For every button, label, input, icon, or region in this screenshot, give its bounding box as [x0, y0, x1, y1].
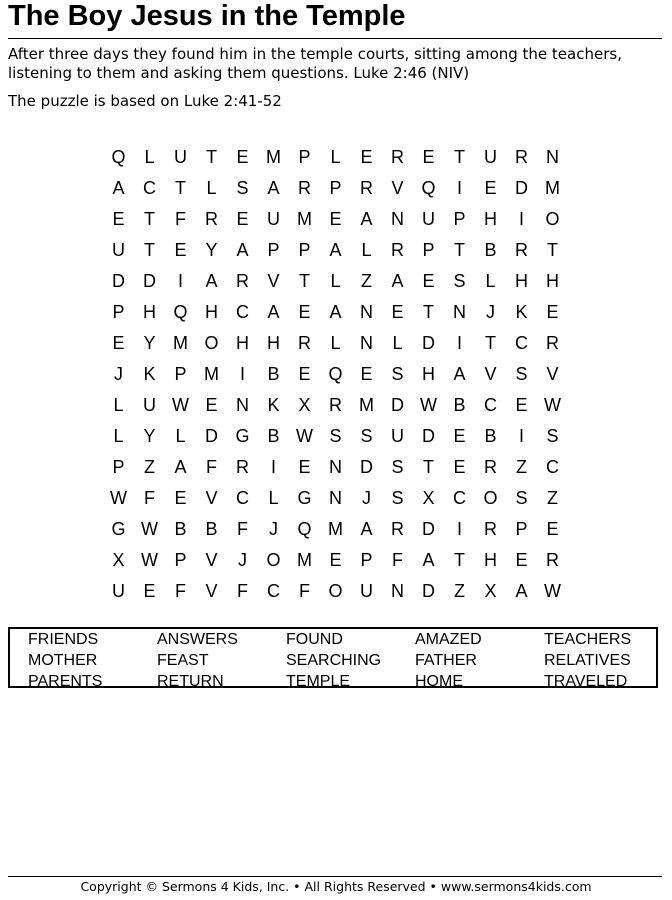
- word-list-item: MOTHER: [28, 652, 98, 669]
- grid-letter[interactable]: E: [329, 209, 342, 229]
- grid-letter[interactable]: R: [484, 519, 497, 539]
- grid-letter[interactable]: V: [484, 364, 497, 384]
- grid-letter[interactable]: U: [267, 209, 280, 229]
- grid-letter[interactable]: U: [484, 147, 497, 167]
- grid-letter[interactable]: P: [174, 364, 187, 384]
- puzzle-basis-note: The puzzle is based on Luke 2:41-52: [8, 92, 282, 110]
- grid-letter[interactable]: A: [267, 178, 280, 198]
- grid-letter[interactable]: N: [391, 209, 404, 229]
- grid-letter[interactable]: M: [545, 178, 560, 198]
- grid-letter[interactable]: Z: [516, 457, 527, 477]
- grid-letter[interactable]: I: [456, 519, 462, 539]
- grid-letter[interactable]: V: [546, 364, 559, 384]
- grid-letter[interactable]: N: [546, 147, 559, 167]
- word-list-item: TRAVELED: [544, 673, 628, 690]
- grid-letter[interactable]: R: [360, 178, 373, 198]
- word-list-item: FEAST: [157, 652, 209, 669]
- grid-letter[interactable]: N: [391, 581, 404, 601]
- grid-letter[interactable]: Y: [143, 333, 156, 353]
- grid-letter[interactable]: S: [391, 488, 404, 508]
- grid-letter[interactable]: J: [486, 302, 495, 322]
- grid-letter[interactable]: C: [267, 581, 280, 601]
- grid-letter[interactable]: Q: [297, 519, 312, 539]
- grid-letter[interactable]: E: [174, 488, 187, 508]
- grid-letter[interactable]: L: [330, 271, 341, 291]
- grid-letter[interactable]: W: [141, 519, 158, 539]
- grid-letter[interactable]: J: [269, 519, 278, 539]
- word-list-item: RETURN: [157, 673, 224, 690]
- grid-letter[interactable]: E: [546, 302, 559, 322]
- grid-letter[interactable]: L: [206, 178, 217, 198]
- grid-letter[interactable]: E: [515, 395, 528, 415]
- grid-letter[interactable]: D: [143, 271, 156, 291]
- grid-letter[interactable]: P: [267, 240, 280, 260]
- grid-letter[interactable]: E: [546, 519, 559, 539]
- word-list-item: TEMPLE: [286, 673, 351, 690]
- grid-letter[interactable]: G: [235, 426, 250, 446]
- grid-letter[interactable]: Z: [361, 271, 372, 291]
- grid-letter[interactable]: B: [205, 519, 218, 539]
- grid-letter[interactable]: R: [546, 333, 559, 353]
- grid-letter[interactable]: S: [236, 178, 249, 198]
- grid-letter[interactable]: F: [392, 550, 403, 570]
- grid-letter[interactable]: E: [143, 581, 156, 601]
- grid-letter[interactable]: C: [236, 488, 249, 508]
- grid-letter[interactable]: V: [205, 581, 218, 601]
- grid-letter[interactable]: Q: [328, 364, 343, 384]
- grid-letter[interactable]: S: [453, 271, 466, 291]
- grid-letter[interactable]: Z: [547, 488, 558, 508]
- grid-letter[interactable]: K: [143, 364, 156, 384]
- grid-letter[interactable]: L: [392, 333, 403, 353]
- grid-letter[interactable]: J: [114, 364, 123, 384]
- grid-letter[interactable]: G: [111, 519, 126, 539]
- grid-letter[interactable]: H: [484, 550, 497, 570]
- grid-letter[interactable]: A: [515, 581, 528, 601]
- grid-letter[interactable]: L: [485, 271, 496, 291]
- grid-letter[interactable]: A: [112, 178, 125, 198]
- grid-letter[interactable]: W: [544, 581, 561, 601]
- grid-letter[interactable]: P: [329, 178, 342, 198]
- word-search-grid[interactable]: [103, 142, 568, 607]
- grid-letter[interactable]: E: [298, 302, 311, 322]
- word-list-item: SEARCHING: [286, 652, 382, 669]
- grid-letter[interactable]: D: [422, 581, 435, 601]
- grid-letter[interactable]: T: [175, 178, 186, 198]
- grid-letter[interactable]: S: [360, 426, 373, 446]
- grid-letter[interactable]: C: [453, 488, 466, 508]
- grid-letter[interactable]: P: [298, 240, 311, 260]
- grid-letter[interactable]: F: [299, 581, 310, 601]
- grid-letter[interactable]: R: [236, 457, 249, 477]
- grid-letter[interactable]: Z: [144, 457, 155, 477]
- grid-letter[interactable]: U: [143, 395, 156, 415]
- grid-letter[interactable]: D: [205, 426, 218, 446]
- grid-letter[interactable]: H: [267, 333, 280, 353]
- grid-letter[interactable]: I: [270, 457, 276, 477]
- grid-letter[interactable]: V: [205, 488, 218, 508]
- grid-letter[interactable]: U: [391, 426, 404, 446]
- word-list-item: FRIENDS: [28, 631, 99, 648]
- grid-letter[interactable]: D: [112, 271, 125, 291]
- grid-letter[interactable]: E: [360, 147, 373, 167]
- grid-letter[interactable]: Q: [173, 302, 188, 322]
- grid-letter[interactable]: E: [453, 457, 466, 477]
- grid-letter[interactable]: A: [422, 550, 435, 570]
- grid-letter[interactable]: C: [546, 457, 559, 477]
- grid-letter[interactable]: T: [547, 240, 558, 260]
- copyright-footer: Copyright © Sermons 4 Kids, Inc. • All Rights Reserved • www.sermons4kids.com: [80, 879, 592, 894]
- word-list-item: AMAZED: [415, 631, 482, 648]
- grid-letter[interactable]: M: [266, 147, 281, 167]
- grid-letter[interactable]: A: [205, 271, 218, 291]
- grid-letter[interactable]: M: [359, 395, 374, 415]
- grid-letter[interactable]: Y: [143, 426, 156, 446]
- grid-letter[interactable]: C: [236, 302, 249, 322]
- grid-letter[interactable]: W: [172, 395, 189, 415]
- grid-letter[interactable]: D: [391, 395, 404, 415]
- grid-letter[interactable]: T: [144, 240, 155, 260]
- grid-letter[interactable]: B: [174, 519, 187, 539]
- grid-letter[interactable]: E: [298, 457, 311, 477]
- grid-letter[interactable]: C: [484, 395, 497, 415]
- grid-letter[interactable]: Y: [205, 240, 218, 260]
- grid-letter[interactable]: H: [205, 302, 218, 322]
- grid-letter[interactable]: F: [175, 581, 186, 601]
- grid-letter[interactable]: S: [391, 457, 404, 477]
- grid-letter[interactable]: T: [454, 550, 465, 570]
- grid-letter[interactable]: I: [239, 364, 245, 384]
- grid-letter[interactable]: N: [329, 457, 342, 477]
- grid-letter[interactable]: U: [112, 581, 125, 601]
- grid-letter[interactable]: P: [112, 302, 125, 322]
- grid-letter[interactable]: N: [453, 302, 466, 322]
- word-list-item: RELATIVES: [544, 652, 631, 669]
- grid-letter[interactable]: V: [267, 271, 280, 291]
- grid-letter[interactable]: E: [360, 364, 373, 384]
- grid-letter[interactable]: L: [268, 488, 279, 508]
- grid-letter[interactable]: X: [298, 395, 311, 415]
- grid-letter[interactable]: B: [267, 364, 280, 384]
- grid-letter[interactable]: S: [329, 426, 342, 446]
- grid-letter[interactable]: F: [144, 488, 155, 508]
- grid-letter[interactable]: L: [113, 426, 124, 446]
- grid-letter[interactable]: L: [175, 426, 186, 446]
- grid-letter[interactable]: F: [237, 581, 248, 601]
- grid-letter[interactable]: C: [143, 178, 156, 198]
- grid-letter[interactable]: T: [299, 271, 310, 291]
- grid-letter[interactable]: O: [328, 581, 343, 601]
- grid-letter[interactable]: E: [391, 302, 404, 322]
- title-divider: [8, 38, 662, 39]
- grid-letter[interactable]: R: [546, 550, 559, 570]
- grid-letter[interactable]: R: [329, 395, 342, 415]
- grid-letter[interactable]: H: [515, 271, 528, 291]
- grid-letter[interactable]: A: [329, 302, 342, 322]
- grid-letter[interactable]: N: [236, 395, 249, 415]
- page-title: The Boy Jesus in the Temple: [8, 0, 406, 32]
- grid-letter[interactable]: A: [360, 519, 373, 539]
- grid-letter[interactable]: E: [236, 209, 249, 229]
- grid-letter[interactable]: N: [360, 302, 373, 322]
- grid-letter[interactable]: D: [360, 457, 373, 477]
- grid-letter[interactable]: U: [174, 147, 187, 167]
- grid-letter[interactable]: R: [391, 240, 404, 260]
- grid-letter[interactable]: N: [329, 488, 342, 508]
- grid-letter[interactable]: E: [422, 147, 435, 167]
- grid-letter[interactable]: I: [456, 178, 462, 198]
- grid-letter[interactable]: D: [422, 519, 435, 539]
- grid-letter[interactable]: B: [267, 426, 280, 446]
- grid-letter[interactable]: H: [546, 271, 559, 291]
- grid-letter[interactable]: E: [453, 426, 466, 446]
- grid-letter[interactable]: A: [174, 457, 187, 477]
- grid-letter[interactable]: M: [204, 364, 219, 384]
- scripture-verse: After three days they found him in the temple courts, sitting among the teachers, listening to them and asking them questions. Luke 2:46 (NIV): [8, 45, 622, 82]
- grid-letter[interactable]: T: [144, 209, 155, 229]
- grid-letter[interactable]: Q: [111, 147, 126, 167]
- grid-letter[interactable]: T: [423, 302, 434, 322]
- grid-letter[interactable]: I: [518, 209, 524, 229]
- grid-letter[interactable]: N: [360, 333, 373, 353]
- grid-letter[interactable]: R: [515, 147, 528, 167]
- grid-letter[interactable]: A: [267, 302, 280, 322]
- grid-letter[interactable]: O: [545, 209, 560, 229]
- grid-letter[interactable]: F: [206, 457, 217, 477]
- word-list-item: HOME: [415, 673, 463, 690]
- grid-letter[interactable]: U: [112, 240, 125, 260]
- grid-letter[interactable]: T: [454, 147, 465, 167]
- grid-letter[interactable]: I: [518, 426, 524, 446]
- word-list-box: [8, 627, 658, 688]
- grid-letter[interactable]: S: [546, 426, 559, 446]
- grid-letter[interactable]: M: [328, 519, 343, 539]
- grid-letter[interactable]: T: [206, 147, 217, 167]
- grid-letter[interactable]: Q: [421, 178, 436, 198]
- grid-letter[interactable]: T: [454, 240, 465, 260]
- grid-letter[interactable]: I: [177, 271, 183, 291]
- grid-letter[interactable]: E: [515, 550, 528, 570]
- grid-letter[interactable]: E: [236, 147, 249, 167]
- grid-letter[interactable]: R: [205, 209, 218, 229]
- grid-letter[interactable]: P: [174, 550, 187, 570]
- grid-letter[interactable]: D: [422, 333, 435, 353]
- word-list-item: FATHER: [415, 652, 477, 669]
- grid-letter[interactable]: W: [110, 488, 127, 508]
- grid-letter[interactable]: F: [175, 209, 186, 229]
- grid-letter[interactable]: B: [484, 240, 497, 260]
- grid-letter[interactable]: J: [362, 488, 371, 508]
- grid-letter[interactable]: W: [141, 550, 158, 570]
- grid-letter[interactable]: R: [484, 457, 497, 477]
- grid-letter[interactable]: I: [456, 333, 462, 353]
- grid-letter[interactable]: S: [515, 488, 528, 508]
- grid-letter[interactable]: W: [420, 395, 437, 415]
- grid-letter[interactable]: P: [453, 209, 466, 229]
- grid-letter[interactable]: H: [143, 302, 156, 322]
- grid-letter[interactable]: P: [515, 519, 528, 539]
- grid-letter[interactable]: S: [391, 364, 404, 384]
- grid-letter[interactable]: F: [237, 519, 248, 539]
- grid-letter[interactable]: X: [484, 581, 497, 601]
- grid-letter[interactable]: W: [296, 426, 313, 446]
- grid-letter[interactable]: C: [515, 333, 528, 353]
- grid-letter[interactable]: J: [238, 550, 247, 570]
- grid-letter[interactable]: D: [422, 426, 435, 446]
- grid-letter[interactable]: P: [360, 550, 373, 570]
- grid-letter[interactable]: R: [515, 240, 528, 260]
- grid-letter[interactable]: D: [515, 178, 528, 198]
- grid-letter[interactable]: E: [484, 178, 497, 198]
- grid-letter[interactable]: H: [422, 364, 435, 384]
- word-list-item: ANSWERS: [157, 631, 238, 648]
- grid-letter[interactable]: E: [112, 333, 125, 353]
- grid-letter[interactable]: Z: [454, 581, 465, 601]
- grid-letter[interactable]: E: [174, 240, 187, 260]
- grid-letter[interactable]: E: [329, 550, 342, 570]
- grid-letter[interactable]: O: [204, 333, 219, 353]
- grid-letter[interactable]: U: [360, 581, 373, 601]
- grid-letter[interactable]: E: [205, 395, 218, 415]
- grid-letter[interactable]: L: [361, 240, 372, 260]
- grid-letter[interactable]: R: [391, 147, 404, 167]
- grid-letter[interactable]: A: [453, 364, 466, 384]
- grid-letter[interactable]: R: [298, 178, 311, 198]
- grid-letter[interactable]: A: [236, 240, 249, 260]
- grid-letter[interactable]: E: [422, 271, 435, 291]
- word-list-item: FOUND: [286, 631, 343, 648]
- grid-letter[interactable]: P: [112, 457, 125, 477]
- grid-letter[interactable]: E: [112, 209, 125, 229]
- grid-letter[interactable]: U: [422, 209, 435, 229]
- grid-letter[interactable]: M: [297, 209, 312, 229]
- grid-letter[interactable]: M: [173, 333, 188, 353]
- grid-letter[interactable]: S: [515, 364, 528, 384]
- grid-letter[interactable]: V: [391, 178, 404, 198]
- grid-letter[interactable]: K: [267, 395, 280, 415]
- grid-letter[interactable]: P: [422, 240, 435, 260]
- footer-divider: [8, 876, 662, 877]
- grid-letter[interactable]: P: [298, 147, 311, 167]
- grid-letter[interactable]: R: [298, 333, 311, 353]
- grid-letter[interactable]: O: [266, 550, 281, 570]
- grid-letter[interactable]: H: [484, 209, 497, 229]
- grid-letter[interactable]: R: [236, 271, 249, 291]
- word-list-item: PARENTS: [28, 673, 103, 690]
- grid-letter[interactable]: B: [453, 395, 466, 415]
- grid-letter[interactable]: A: [329, 240, 342, 260]
- grid-letter[interactable]: T: [485, 333, 496, 353]
- grid-letter[interactable]: W: [544, 395, 561, 415]
- grid-letter[interactable]: H: [236, 333, 249, 353]
- grid-letter[interactable]: B: [484, 426, 497, 446]
- grid-letter[interactable]: K: [515, 302, 528, 322]
- grid-letter[interactable]: M: [297, 550, 312, 570]
- grid-letter[interactable]: X: [422, 488, 435, 508]
- grid-letter[interactable]: E: [298, 364, 311, 384]
- grid-letter[interactable]: L: [113, 395, 124, 415]
- grid-letter[interactable]: L: [330, 147, 341, 167]
- grid-letter[interactable]: G: [297, 488, 312, 508]
- grid-letter[interactable]: A: [391, 271, 404, 291]
- grid-letter[interactable]: L: [144, 147, 155, 167]
- grid-letter[interactable]: T: [423, 457, 434, 477]
- grid-letter[interactable]: X: [112, 550, 125, 570]
- word-list-item: TEACHERS: [544, 631, 632, 648]
- grid-letter[interactable]: V: [205, 550, 218, 570]
- grid-letter[interactable]: L: [330, 333, 341, 353]
- grid-letter[interactable]: A: [360, 209, 373, 229]
- grid-letter[interactable]: R: [391, 519, 404, 539]
- grid-letter[interactable]: O: [483, 488, 498, 508]
